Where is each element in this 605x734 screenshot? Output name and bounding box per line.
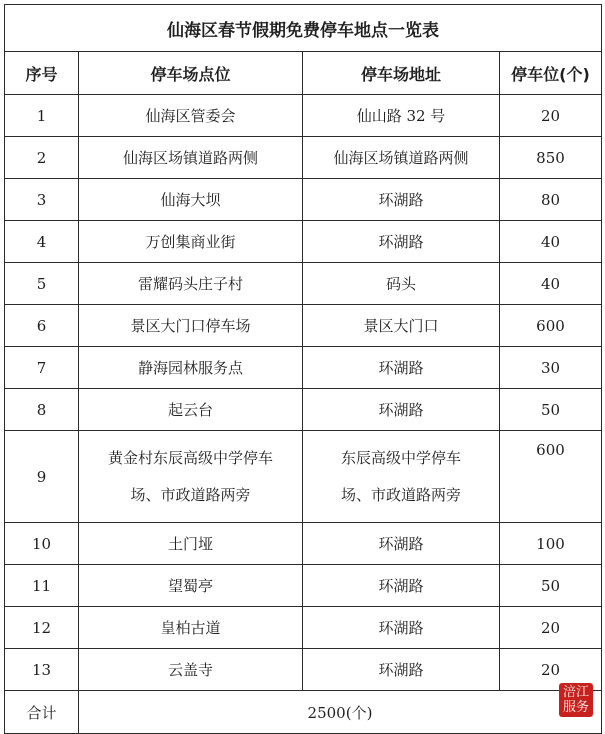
- total-value: 2500(个): [79, 691, 602, 734]
- cell-address-line1: 东辰高级中学停车: [340, 448, 461, 467]
- cell-location: 雷耀码头庄子村: [79, 263, 303, 305]
- cell-address: 仙海区场镇道路两侧: [303, 137, 500, 179]
- header-row: [5, 52, 602, 95]
- cell-address-line2: 场、市政道路两旁: [340, 485, 461, 504]
- cell-address: 码头: [303, 263, 500, 305]
- cell-seq: 4: [5, 221, 79, 263]
- watermark-line2: 服务: [562, 700, 589, 715]
- cell-spaces: 600: [500, 305, 602, 347]
- header-location: 停车场点位: [79, 52, 303, 95]
- cell-address: 环湖路: [303, 607, 500, 649]
- table-row: [5, 347, 602, 389]
- cell-seq: 2: [5, 137, 79, 179]
- cell-spaces: 50: [500, 389, 602, 431]
- cell-location-line1: 黄金村东辰高级中学停车: [107, 448, 273, 467]
- cell-location: 土门垭: [79, 523, 303, 565]
- table-row: [5, 221, 602, 263]
- parking-table: [4, 4, 602, 734]
- cell-seq: 12: [5, 607, 79, 649]
- cell-seq: 6: [5, 305, 79, 347]
- cell-location: 起云台: [79, 389, 303, 431]
- cell-seq: 3: [5, 179, 79, 221]
- cell-spaces: 100: [500, 523, 602, 565]
- cell-spaces: 30: [500, 347, 602, 389]
- watermark-line1: 涪江: [562, 685, 589, 700]
- total-label: 合计: [5, 691, 79, 734]
- cell-spaces: 40: [500, 263, 602, 305]
- title-row: [5, 5, 602, 52]
- cell-address: [303, 431, 500, 523]
- cell-spaces: 40: [500, 221, 602, 263]
- cell-location: 仙海区场镇道路两侧: [79, 137, 303, 179]
- cell-address: 环湖路: [303, 649, 500, 691]
- cell-spaces: 600: [500, 431, 602, 523]
- cell-location-line2: 场、市政道路两旁: [130, 485, 251, 504]
- table-row: [5, 95, 602, 137]
- cell-location: 万创集商业街: [79, 221, 303, 263]
- header-address: 停车场地址: [303, 52, 500, 95]
- cell-address: 环湖路: [303, 221, 500, 263]
- cell-location: 静海园林服务点: [79, 347, 303, 389]
- header-spaces: 停车位(个): [500, 52, 602, 95]
- table-row: [5, 523, 602, 565]
- cell-spaces: 20: [500, 95, 602, 137]
- cell-location: 景区大门口停车场: [79, 305, 303, 347]
- cell-seq: 1: [5, 95, 79, 137]
- watermark-logo: [559, 683, 593, 717]
- cell-location: 皇柏古道: [79, 607, 303, 649]
- cell-spaces: 20: [500, 607, 602, 649]
- cell-seq: 10: [5, 523, 79, 565]
- cell-spaces: 20: [500, 649, 602, 691]
- cell-location: 望蜀亭: [79, 565, 303, 607]
- cell-seq: 8: [5, 389, 79, 431]
- cell-address: 仙山路 32 号: [303, 95, 500, 137]
- cell-seq: 5: [5, 263, 79, 305]
- header-seq: 序号: [5, 52, 79, 95]
- table-row: [5, 137, 602, 179]
- table-row: [5, 179, 602, 221]
- table-row: [5, 649, 602, 691]
- cell-location: 云盖寺: [79, 649, 303, 691]
- cell-seq: 9: [5, 431, 79, 523]
- cell-seq: 7: [5, 347, 79, 389]
- cell-address: 环湖路: [303, 347, 500, 389]
- cell-address: 环湖路: [303, 179, 500, 221]
- table-row: [5, 305, 602, 347]
- cell-seq: 13: [5, 649, 79, 691]
- table-row: [5, 431, 602, 523]
- cell-address: 环湖路: [303, 389, 500, 431]
- cell-address: 环湖路: [303, 523, 500, 565]
- cell-spaces: 80: [500, 179, 602, 221]
- cell-seq: 11: [5, 565, 79, 607]
- cell-spaces: 50: [500, 565, 602, 607]
- cell-address: 环湖路: [303, 565, 500, 607]
- cell-spaces: 850: [500, 137, 602, 179]
- total-row: [5, 691, 602, 734]
- table-row: [5, 389, 602, 431]
- table-row: [5, 565, 602, 607]
- cell-location: [79, 431, 303, 523]
- cell-location: 仙海大坝: [79, 179, 303, 221]
- table-row: [5, 263, 602, 305]
- cell-location: 仙海区管委会: [79, 95, 303, 137]
- cell-address: 景区大门口: [303, 305, 500, 347]
- table-row: [5, 607, 602, 649]
- table-title: 仙海区春节假期免费停车地点一览表: [5, 5, 602, 52]
